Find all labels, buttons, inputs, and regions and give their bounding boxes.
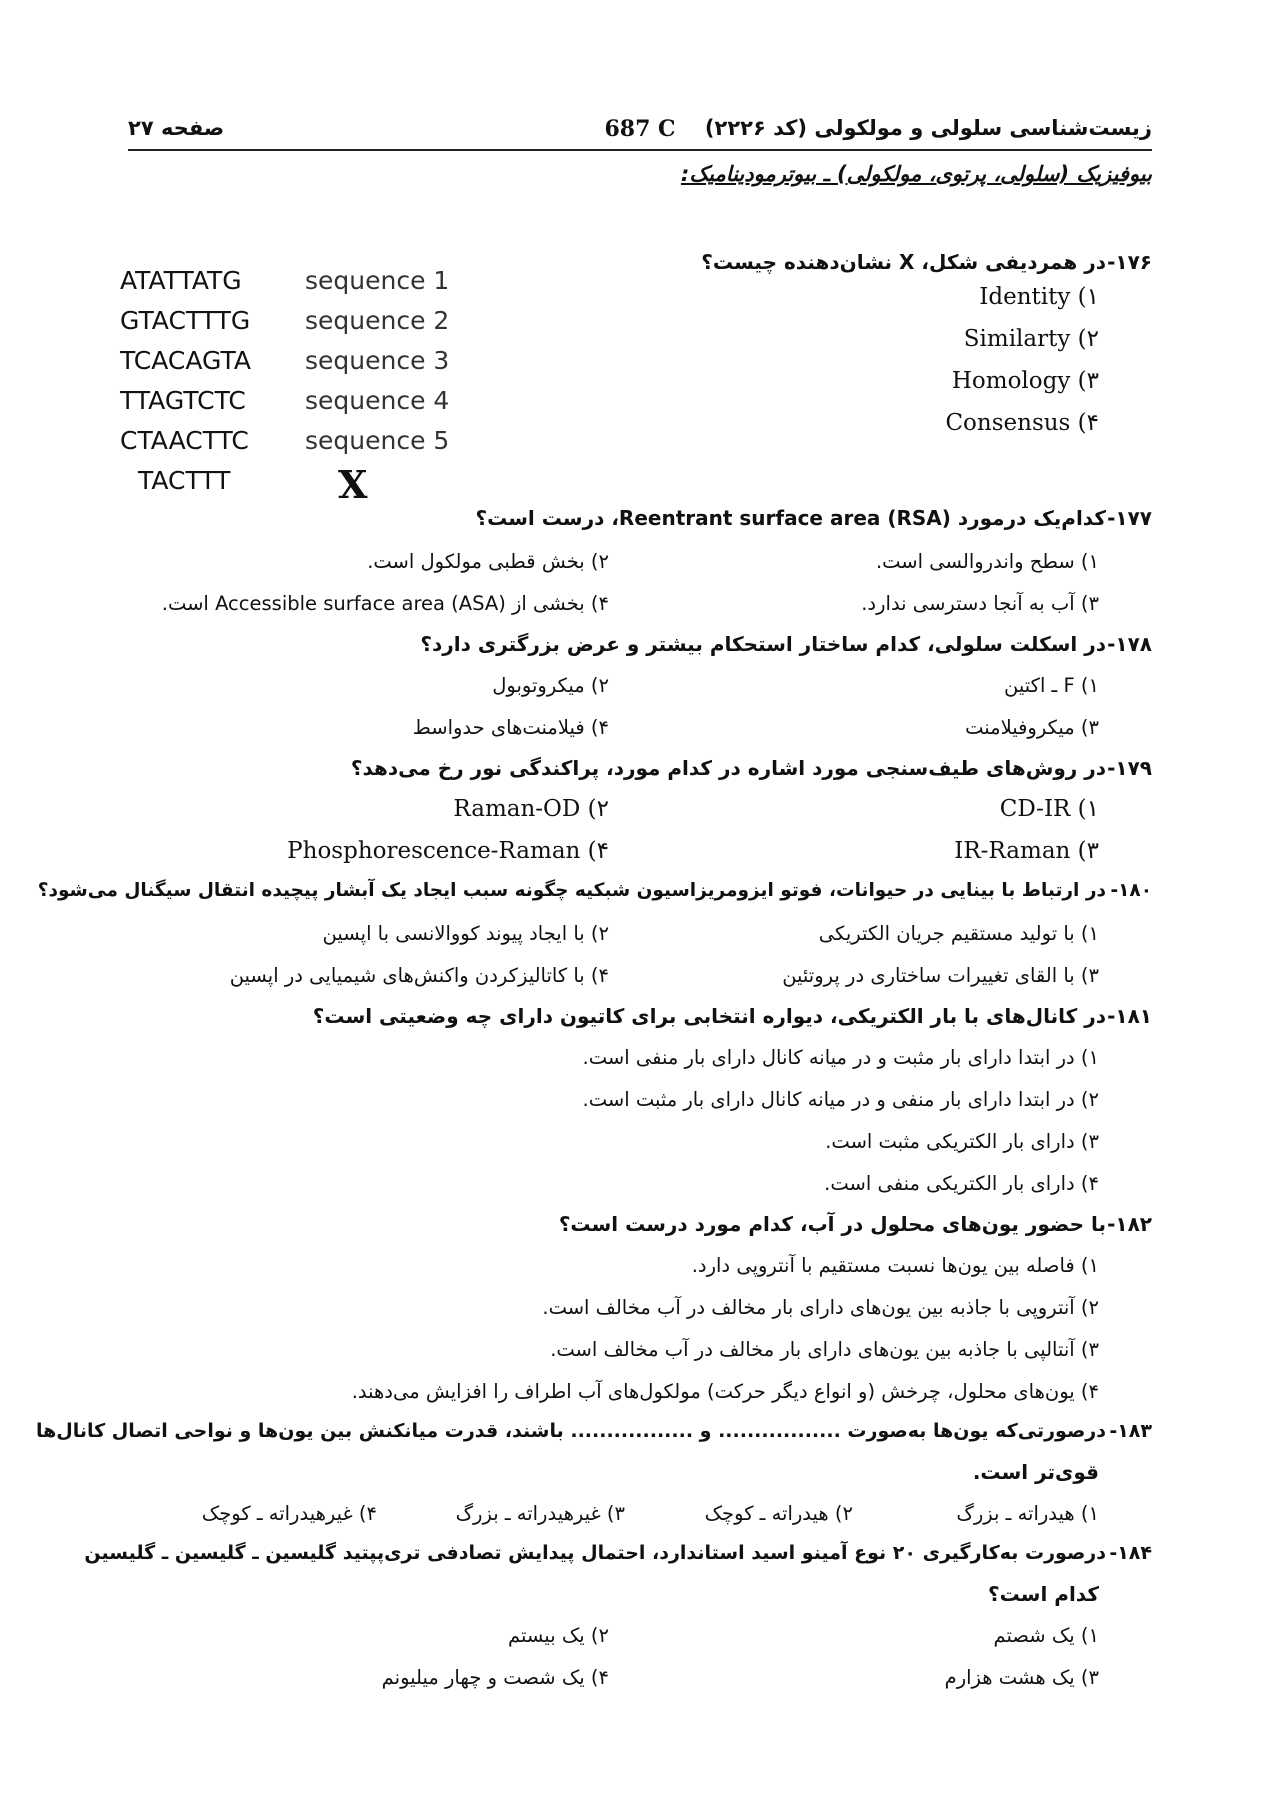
sequence-2-letters: GTACTTTG [120,306,251,335]
header-code: 687 C [604,116,676,142]
option-3: Homology (۳ [951,368,1099,394]
question-text: در اسکلت سلولی، کدام ساختار استحکام بیشتر و عرض بزرگتری دارد؟ [420,632,1106,656]
option-3: ۳) یک هشت هزارم [944,1666,1099,1689]
sequence-5-letters: CTAACTTC [120,426,249,455]
section-title: بیوفیزیک (سلولی، پرتوی، مولکولی) ـ بیوترمودینامیک: [680,162,1152,186]
header-subject: زیست‌شناسی سلولی و مولکولی (کد ۲۲۲۶) [704,116,1152,140]
option-2: ۲) آنتروپی با جاذبه بین یون‌های دارای بار مخالف در آب مخالف است. [542,1296,1099,1319]
option-3: ۳) آنتالپی با جاذبه بین یون‌های دارای بار مخالف در آب مخالف است. [550,1338,1099,1361]
question-text: با حضور یون‌های محلول در آب، کدام مورد درست است؟ [558,1212,1106,1236]
option-4: ۴) یک شصت و چهار میلیونم [381,1666,609,1689]
question-text: درصورت به‌کارگیری ۲۰ نوع آمینو اسید استاندارد، احتمال پیدایش تصادفی تری‌پپتید گلیسین ـ گلیسین ـ گلیسین [84,1542,1106,1564]
question-177 [475,506,1152,530]
sequence-4-label: sequence 4 [305,386,450,415]
sequence-1-label: sequence 1 [305,266,450,295]
option-3: ۳) غیرهیدراته ـ بزرگ [455,1502,625,1525]
option-3: IR-Raman (۳ [954,838,1099,864]
option-4: ۴) بخشی از Accessible surface area (ASA) است. [161,592,609,615]
sequence-3-label: sequence 3 [305,346,450,375]
page-header [128,110,1152,150]
sequence-2-label: sequence 2 [305,306,450,335]
question-text: درصورتی‌که یون‌ها به‌صورت ................. و ................. باشند، قدرت میانکنش بین یون‌ها و نواحی اتصال کانال‌ها [35,1420,1106,1442]
option-2: ۲) در ابتدا دارای بار منفی و در میانه کانال دارای بار مثبت است. [582,1088,1099,1111]
question-text: در روش‌های طیف‌سنجی مورد اشاره در کدام مورد، پراکندگی نور رخ می‌دهد؟ [350,756,1106,780]
question-text: در کانال‌های با بار الکتریکی، دیواره انتخابی برای کاتیون دارای چه وضعیتی است؟ [312,1004,1106,1028]
question-181 [313,1004,1152,1028]
question-183-continuation: قوی‌تر است. [972,1460,1099,1484]
option-1: ۱) فاصله بین یون‌ها نسبت مستقیم با آنتروپی دارد. [691,1254,1099,1277]
option-4: ۴) یون‌های محلول، چرخش (و انواع دیگر حرکت) مولکول‌های آب اطراف را افزایش می‌دهند. [351,1380,1099,1403]
option-4: ۴) دارای بار الکتریکی منفی است. [824,1172,1099,1195]
option-1: ۱) سطح واندروالسی است. [875,550,1099,573]
sequence-3-letters: TCACAGTA [120,346,251,375]
sequence-5-label: sequence 5 [305,426,450,455]
option-3: ۳) دارای بار الکتریکی مثبت است. [825,1130,1099,1153]
option-1: ۱) F ـ اکتین [1004,674,1099,697]
option-1: ۱) در ابتدا دارای بار مثبت و در میانه کانال دارای بار منفی است. [582,1046,1099,1069]
question-179 [351,756,1152,780]
option-2: ۲) یک بیستم [508,1624,609,1647]
question-184 [84,1542,1152,1564]
question-text: در ارتباط با بینایی در حیوانات، فوتو ایزومریزاسیون شبکیه چگونه سبب ایجاد یک آبشار پیچیده انتقال سیگنال می‌شود؟ [37,880,1106,901]
question-182 [559,1212,1152,1236]
option-2: ۲) با ایجاد پیوند کووالانسی با اپسین [322,922,609,945]
option-2: Similarty (۲ [963,326,1099,352]
option-2: Raman-OD (۲ [453,796,609,822]
question-number: ۱۷۹- [1107,756,1152,780]
question-184-continuation: کدام است؟ [988,1582,1099,1606]
question-number: ۱۸۴- [1109,1542,1152,1564]
option-1: CD-IR (۱ [999,796,1099,822]
header-page-number: صفحه ۲۷ [128,116,225,140]
option-1: ۱) با تولید مستقیم جریان الکتریکی [818,922,1099,945]
option-3: ۳) میکروفیلامنت [965,716,1099,739]
x-label: X [338,462,368,507]
option-2: ۲) هیدراته ـ کوچک [704,1502,853,1525]
consensus-letters: TACTTT [138,466,231,495]
question-180 [38,880,1152,901]
option-4: ۴) فیلامنت‌های حدواسط [412,716,609,739]
option-4: ۴) غیرهیدراته ـ کوچک [201,1502,377,1525]
option-1: Identity (۱ [979,284,1099,310]
option-3: ۳) آب به آنجا دسترسی ندارد. [861,592,1099,615]
question-number: ۱۷۶- [1107,250,1152,274]
question-number: ۱۸۱- [1107,1004,1152,1028]
question-number: ۱۸۲- [1107,1212,1152,1236]
option-3: ۳) با القای تغییرات ساختاری در پروتئین [782,964,1099,987]
option-2: ۲) بخش قطبی مولکول است. [367,550,609,573]
question-number: ۱۸۰- [1110,880,1152,901]
option-2: ۲) میکروتوبول [492,674,609,697]
option-4: ۴) با کاتالیزکردن واکنش‌های شیمیایی در اپسین [229,964,609,987]
option-1: ۱) هیدراته ـ بزرگ [956,1502,1099,1525]
question-text: در همردیفی شکل، X نشان‌دهنده چیست؟ [701,250,1106,274]
header-rule [128,149,1152,151]
question-176 [701,250,1152,274]
question-number: ۱۷۸- [1107,632,1152,656]
question-183 [36,1420,1152,1442]
option-4: Consensus (۴ [945,410,1099,436]
question-text: کدام‌یک درمورد Reentrant surface area (RSA)، درست است؟ [475,506,1106,530]
question-number: ۱۸۳- [1109,1420,1152,1442]
question-178 [420,632,1152,656]
sequence-4-letters: TTAGTCTC [120,386,246,415]
option-1: ۱) یک شصتم [993,1624,1099,1647]
question-number: ۱۷۷- [1107,506,1152,530]
option-4: Phosphorescence-Raman (۴ [287,838,609,864]
sequence-1-letters: ATATTATG [120,266,242,295]
